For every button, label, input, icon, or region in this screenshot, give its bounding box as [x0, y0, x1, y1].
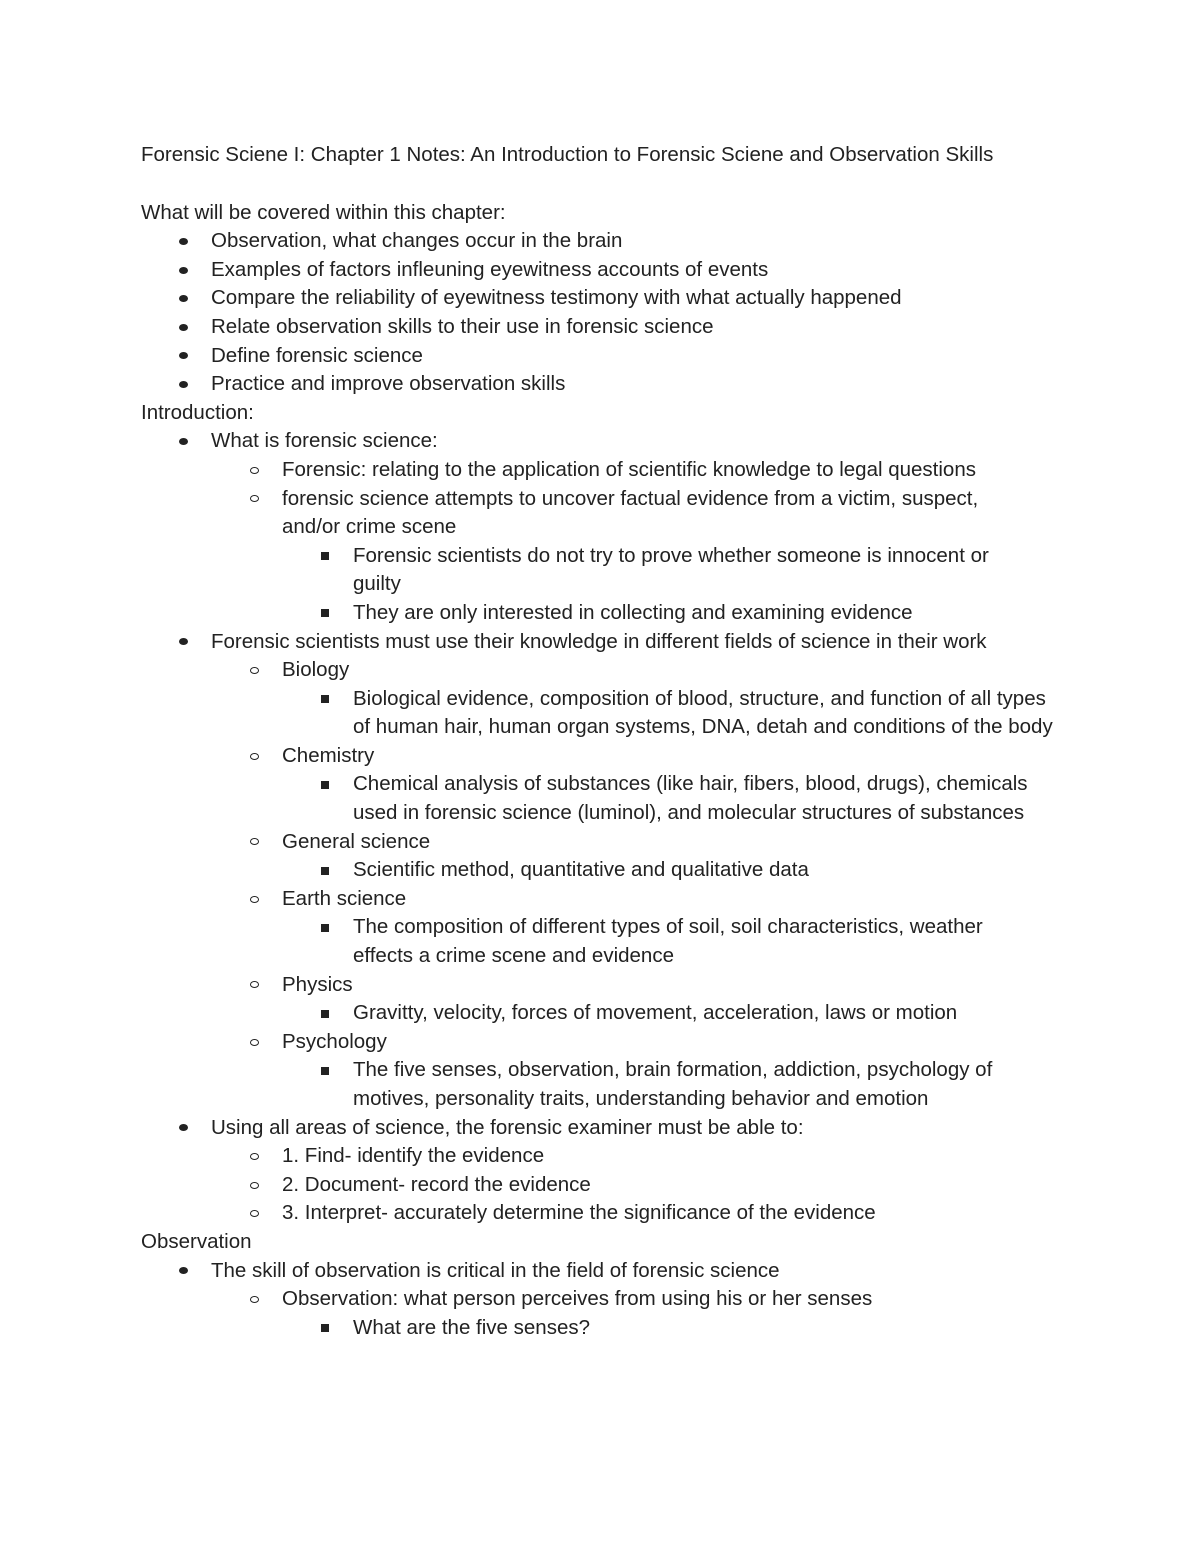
list-item: Psychology The five senses, observation, brain formation, addiction, psychology of motives, personality traits, understanding behavior and emotion — [282, 1028, 1081, 1114]
introduction-heading: Introduction: — [141, 400, 254, 424]
list-item: 1. Find- identify the evidence — [282, 1142, 1081, 1171]
bullet-dot-icon — [176, 628, 190, 657]
list-item: The composition of different types of soil, soil characteristics, weather effects a crime scene and evidence — [353, 913, 1081, 970]
bullet-circle-icon — [247, 1171, 261, 1200]
list-item: Compare the reliability of eyewitness testimony with what actually happened — [211, 284, 1081, 313]
bullet-circle-icon — [247, 1028, 261, 1057]
observation-list — [141, 1257, 1081, 1343]
bullet-dot-icon — [176, 1114, 190, 1143]
list-item: Relate observation skills to their use in forensic science — [211, 313, 1081, 342]
bullet-dot-icon — [176, 227, 190, 256]
bullet-square-icon — [318, 856, 332, 885]
document-title: Forensic Sciene I: Chapter 1 Notes: An Introduction to Forensic Sciene and Observation Skills — [141, 143, 994, 166]
bullet-dot-icon — [176, 256, 190, 285]
bullet-dot-icon — [176, 313, 190, 342]
list-item: forensic science attempts to uncover factual evidence from a victim, suspect, and/or crime scene Forensic scientists do not try to prove whether someone is innocent or guilty They are only interested in collecting and examining evidence — [282, 485, 1081, 628]
bullet-dot-icon — [176, 370, 190, 399]
bullet-dot-icon — [176, 427, 190, 456]
list-item: Observation, what changes occur in the brain — [211, 227, 1081, 256]
bullet-dot-icon — [176, 1257, 190, 1286]
list-item: The five senses, observation, brain formation, addiction, psychology of motives, personality traits, understanding behavior and emotion — [353, 1056, 1081, 1113]
bullet-circle-icon — [247, 1199, 261, 1228]
list-item: Forensic: relating to the application of scientific knowledge to legal questions — [282, 456, 1081, 485]
list-item: Earth science The composition of different types of soil, soil characteristics, weather effects a crime scene and evidence — [282, 885, 1081, 971]
covered-list — [141, 227, 1081, 399]
bullet-circle-icon — [247, 971, 261, 1000]
bullet-dot-icon — [176, 284, 190, 313]
bullet-square-icon — [318, 1314, 332, 1343]
bullet-circle-icon — [247, 742, 261, 771]
bullet-square-icon — [318, 913, 332, 942]
list-item: Biology Biological evidence, composition of blood, structure, and function of all types of human hair, human organ systems, DNA, detah and conditions of the body — [282, 656, 1081, 742]
bullet-circle-icon — [247, 485, 261, 514]
bullet-square-icon — [318, 999, 332, 1028]
list-item: Define forensic science — [211, 342, 1081, 371]
introduction-list — [141, 427, 1081, 1228]
list-item: General science Scientific method, quantitative and qualitative data — [282, 828, 1081, 885]
list-item: What are the five senses? — [353, 1314, 1081, 1343]
list-item: Chemistry Chemical analysis of substances (like hair, fibers, blood, drugs), chemicals used in forensic science (luminol), and molecular structures of substances — [282, 742, 1081, 828]
list-item: Practice and improve observation skills — [211, 370, 1081, 399]
list-item: The skill of observation is critical in the field of forensic science Observation: what person perceives from using his or her senses What are the five senses? — [211, 1257, 1081, 1343]
list-item: Forensic scientists must use their knowledge in different fields of science in their work Biology Biological evidence, composition of blood, structure, and function of all types of human hair, human organ systems, DNA, detah and conditions of the body Chemistry Chemical analysis of substances (like hair, fibers, blood, drugs), chemicals used in forensic science (luminol), and molecular structures of substances General science Scientific method, quantitative and qualitative data Earth science The composition of different types of soil, soil characteristics, weather effects a crime scene and evidence Physics Gravitty, velocity, forces of movement, acceleration, laws or motion Psychology The five senses, observation, brain formation, addiction, psychology of motives, personality traits, understanding behavior and emotion — [211, 628, 1081, 1114]
bullet-circle-icon — [247, 456, 261, 485]
list-item: Examples of factors infleuning eyewitness accounts of events — [211, 256, 1081, 285]
bullet-circle-icon — [247, 885, 261, 914]
observation-heading: Observation — [141, 1229, 252, 1253]
list-item: Gravitty, velocity, forces of movement, acceleration, laws or motion — [353, 999, 1081, 1028]
list-item: They are only interested in collecting and examining evidence — [353, 599, 1081, 628]
bullet-dot-icon — [176, 342, 190, 371]
list-item: 2. Document- record the evidence — [282, 1171, 1081, 1200]
list-item: Physics Gravitty, velocity, forces of movement, acceleration, laws or motion — [282, 971, 1081, 1028]
list-item: Observation: what person perceives from using his or her senses What are the five senses? — [282, 1285, 1081, 1342]
bullet-square-icon — [318, 542, 332, 571]
list-item: Scientific method, quantitative and qualitative data — [353, 856, 1081, 885]
list-item: What is forensic science: Forensic: relating to the application of scientific knowledge to legal questions forensic science attempts to uncover factual evidence from a victim, suspect, and/or crime scene Forensic scientists do not try to prove whether someone is innocent or guilty They are only interested in collecting and examining evidence — [211, 427, 1081, 627]
bullet-circle-icon — [247, 1142, 261, 1171]
list-item: Forensic scientists do not try to prove whether someone is innocent or guilty — [353, 542, 1081, 599]
bullet-circle-icon — [247, 656, 261, 685]
bullet-circle-icon — [247, 828, 261, 857]
bullet-square-icon — [318, 599, 332, 628]
covered-heading: What will be covered within this chapter: — [141, 200, 506, 224]
list-item: Biological evidence, composition of blood, structure, and function of all types of human hair, human organ systems, DNA, detah and conditions of the body — [353, 685, 1081, 742]
bullet-square-icon — [318, 1056, 332, 1085]
list-item: Chemical analysis of substances (like hair, fibers, blood, drugs), chemicals used in forensic science (luminol), and molecular structures of substances — [353, 770, 1081, 827]
bullet-square-icon — [318, 770, 332, 799]
list-item: Using all areas of science, the forensic examiner must be able to: 1. Find- identify the evidence 2. Document- record the evidence 3. Interpret- accurately determine the significance of the evidence — [211, 1114, 1081, 1228]
document-page — [141, 141, 1081, 1342]
bullet-square-icon — [318, 685, 332, 714]
list-item: 3. Interpret- accurately determine the significance of the evidence — [282, 1199, 1081, 1228]
bullet-circle-icon — [247, 1285, 261, 1314]
